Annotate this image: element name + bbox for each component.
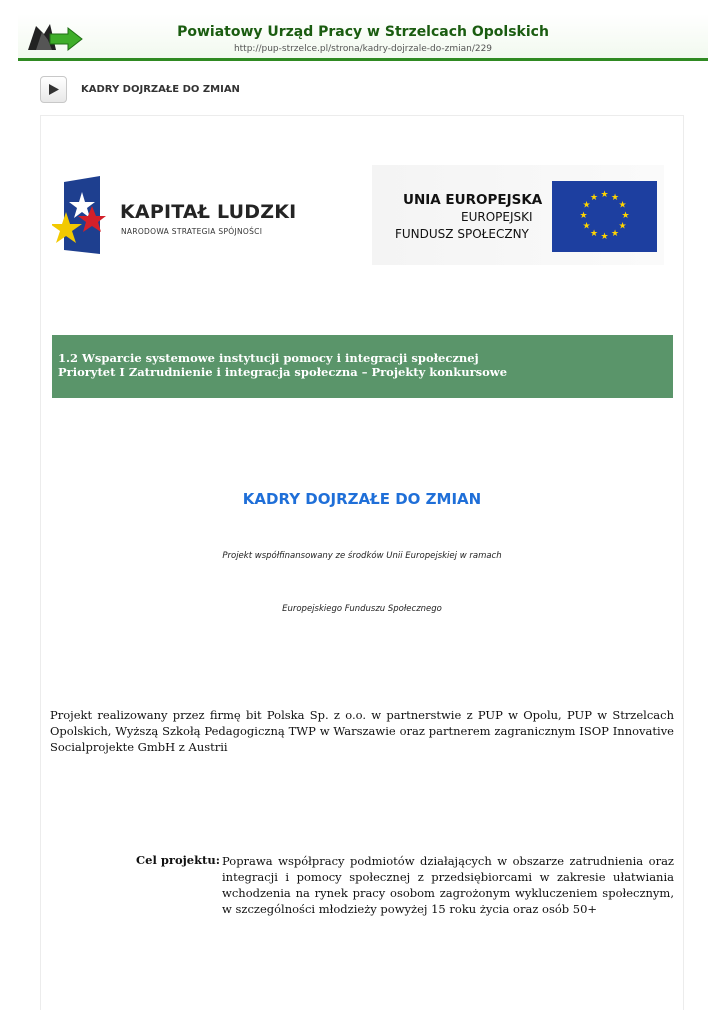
eu-fund-label-2: FUNDUSZ SPOŁECZNY — [395, 227, 529, 241]
svg-text:★: ★ — [589, 193, 599, 203]
goal-label: Cel projektu: — [136, 853, 220, 867]
site-header — [18, 14, 708, 61]
kapital-ludzki-subtitle: NARODOWA STRATEGIA SPÓJNOŚCI — [121, 227, 263, 236]
svg-text:★: ★ — [582, 200, 591, 211]
svg-text:★: ★ — [582, 221, 591, 232]
svg-text:★: ★ — [618, 221, 627, 232]
site-title[interactable]: Powiatowy Urząd Pracy w Strzelcach Opolskich — [177, 24, 549, 40]
partners-paragraph: Projekt realizowany przez firmę bit Polska Sp. z o.o. w partnerstwie z PUP w Opolu, PUP w Strzelcach Opolskich, Wyższą Szkołą Pedagogiczną TWP w Warszawie oraz partnerem zagranicznym ISOP Innovative Socialprojekte GmbH z Austrii — [50, 708, 674, 754]
svg-text:★: ★ — [589, 229, 599, 239]
goal-text: Poprawa współpracy podmiotów działających w obszarze zatrudnienia oraz integracji i pomocy społecznej z przedsiębiorcami w zakresie ułatwiania wchodzenia na rynek pracy osobom zagrożonym wykluczeniem społecznym, w szczególności młodzieży powyżej 15 roku życia oraz osób 50+ — [222, 854, 674, 916]
svg-text:★: ★ — [610, 193, 620, 203]
breadcrumb-title: KADRY DOJRZAŁE DO ZMIAN — [81, 84, 240, 95]
page-url[interactable]: http://pup-strzelce.pl/strona/kadry-dojrzale-do-zmian/229 — [233, 44, 493, 54]
project-title: KADRY DOJRZAŁE DO ZMIAN — [242, 490, 482, 508]
eu-union-label: UNIA EUROPEJSKA — [403, 192, 543, 208]
cofinancing-note: Projekt współfinansowany ze środków Unii Europejskiej w ramach — [222, 551, 502, 561]
play-arrow-icon — [48, 83, 60, 96]
banner-priority-line: Priorytet I Zatrudnienie i integracja społeczna – Projekty konkursowe — [58, 365, 508, 379]
breadcrumb-arrow-button[interactable] — [40, 76, 67, 103]
kapital-ludzki-title: KAPITAŁ LUDZKI — [120, 201, 297, 223]
eu-flag-icon — [552, 181, 657, 252]
eu-fund-label-1: EUROPEJSKI — [461, 210, 533, 224]
banner-measure-line: 1.2 Wsparcie systemowe instytucji pomocy i integracji społecznej — [58, 351, 479, 365]
svg-text:★: ★ — [618, 200, 627, 211]
fund-note: Europejskiego Funduszu Społecznego — [282, 604, 442, 614]
svg-text:★: ★ — [621, 211, 630, 221]
header-divider — [18, 58, 708, 61]
program-banner — [52, 335, 673, 398]
svg-text:★: ★ — [579, 211, 588, 221]
svg-text:★: ★ — [610, 229, 620, 239]
svg-text:★: ★ — [600, 232, 609, 242]
svg-text:★: ★ — [600, 190, 609, 200]
